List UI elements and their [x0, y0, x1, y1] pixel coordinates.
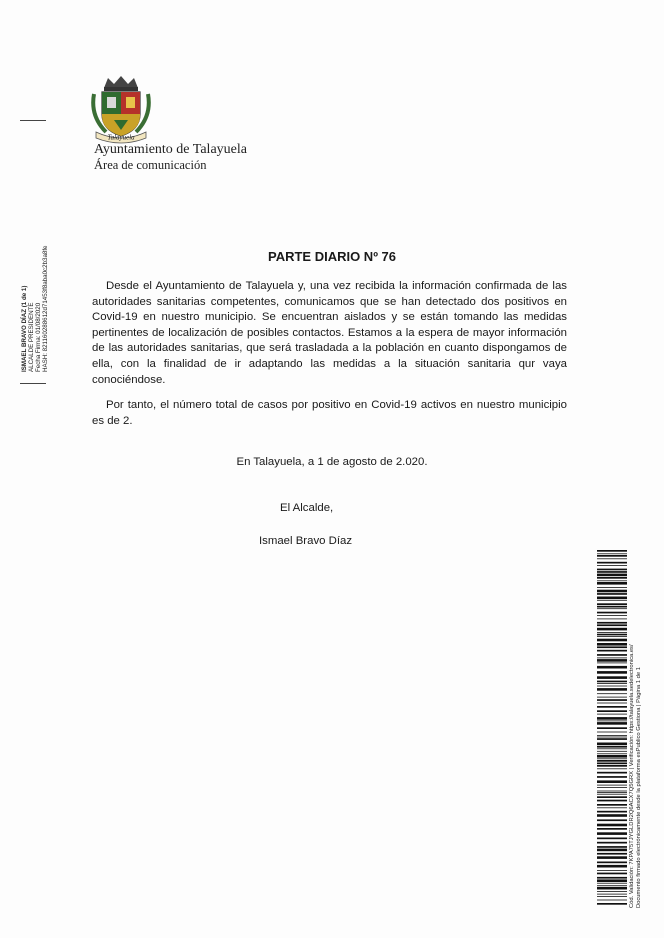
barcode-bar	[597, 597, 627, 600]
barcode-bar	[597, 676, 627, 679]
barcode-bar	[597, 748, 627, 749]
barcode-bar	[597, 883, 627, 884]
barcode-bar	[597, 768, 627, 769]
barcode-bar	[597, 710, 627, 712]
barcode-bar	[597, 807, 627, 808]
barcode-bar	[597, 553, 627, 554]
barcode-bar	[597, 703, 627, 704]
barcode-bar	[597, 634, 627, 636]
barcode-bar	[597, 580, 627, 581]
barcode-bar	[597, 780, 627, 783]
barcode-bar	[597, 856, 627, 859]
barcode-bar	[597, 714, 627, 715]
barcode-bar	[597, 735, 627, 736]
barcode-bar	[597, 574, 627, 577]
barcode-bar	[597, 612, 627, 614]
stamp-role: ALCALDE PRESIDENTE	[28, 302, 35, 372]
barcode-bar	[597, 758, 627, 759]
barcode-bar	[597, 838, 627, 840]
barcode-bar	[597, 772, 627, 774]
barcode-bar	[597, 865, 627, 868]
barcode-bar	[597, 885, 627, 886]
barcode-bar	[597, 593, 627, 595]
barcode-bar	[597, 693, 627, 694]
barcode-bar	[597, 814, 627, 817]
barcode-bar	[597, 722, 627, 725]
barcode-bar	[597, 565, 627, 566]
barcode-bar	[597, 824, 627, 827]
barcode-bar	[597, 732, 627, 733]
verification-barcode	[597, 550, 627, 906]
paragraph-1: Desde el Ayuntamiento de Talayuela y, una vez recibida la información confirmada de las autoridades sanitarias competentes, comunicamos que se han detectado dos positivos en Covid-19 en nuestro municipio. Se encuentran aislados y se están tomando las medidas pertinentes de localización de posibles contactos. Estamos a la espera de mayor información de las autoridades sanitarias, que será trasladada a la población en cuanto dispongamos de ella, con la finalidad de ir adaptando las medidas a la situación sanitaria qur vaya conociéndose.	[92, 280, 567, 386]
barcode-bar	[597, 681, 627, 683]
barcode-bar	[597, 832, 627, 835]
barcode-bar	[597, 776, 627, 778]
barcode-bar	[597, 751, 627, 752]
barcode-bar	[597, 903, 627, 905]
barcode-bar	[597, 643, 627, 646]
date-place: En Talayuela, a 1 de agosto de 2.020.	[236, 456, 428, 468]
barcode-bar	[597, 654, 627, 656]
barcode-bar	[597, 738, 627, 740]
barcode-bar	[597, 737, 627, 738]
stamp-hash: HASH: 821160288612d71453f8aba0c2b3a8fe	[42, 245, 49, 372]
barcode-bar	[597, 686, 627, 687]
barcode-bar	[597, 717, 627, 720]
barcode-bar	[597, 879, 627, 882]
barcode-bar	[597, 608, 627, 609]
barcode-bar	[597, 582, 627, 585]
barcode-bar	[597, 870, 627, 871]
barcode-bar	[597, 624, 627, 626]
barcode-bar	[597, 577, 627, 579]
barcode-bar	[597, 622, 627, 624]
barcode-bar	[597, 796, 627, 798]
stamp-signer: ISMAEL BRAVO DÍAZ (1 de 1)	[21, 285, 28, 372]
barcode-bar	[597, 606, 627, 608]
barcode-bar	[597, 846, 627, 848]
barcode-bar	[597, 550, 627, 552]
organization-header	[94, 142, 247, 173]
barcode-bar	[597, 746, 627, 748]
barcode-bar	[597, 683, 627, 684]
barcode-bar	[597, 562, 627, 564]
barcode-bar	[597, 659, 627, 662]
barcode-bar	[597, 706, 627, 708]
barcode-bar	[597, 760, 627, 762]
barcode-bar	[597, 787, 627, 788]
barcode-bar	[597, 721, 627, 722]
barcode-bar	[597, 699, 627, 701]
barcode-bar	[597, 636, 627, 637]
barcode-bar	[597, 571, 627, 573]
barcode-bar	[597, 800, 627, 802]
barcode-bar	[597, 697, 627, 698]
barcode-bar	[597, 785, 627, 786]
barcode-bar	[597, 849, 627, 852]
barcode-bar	[597, 658, 627, 659]
verification-line-1: Cód. Validación: 7KPA75TJYGLDR2Q6ACX7Q5GRX | Verificación: https://talayuela.sedelectronica.es/	[629, 644, 635, 908]
signature-name: Ismael Bravo Díaz	[259, 535, 353, 547]
barcode-bar	[597, 804, 627, 806]
barcode-bar	[597, 791, 627, 792]
barcode-bar	[597, 794, 627, 795]
barcode-bar	[597, 828, 627, 830]
barcode-bar	[597, 587, 627, 588]
barcode-bar	[597, 743, 627, 746]
barcode-bar	[597, 632, 627, 633]
barcode-bar	[597, 650, 627, 652]
barcode-bar	[597, 894, 627, 895]
barcode-bar	[597, 666, 627, 669]
barcode-bar	[597, 600, 627, 601]
barcode-bar	[597, 639, 627, 642]
barcode-bar	[597, 873, 627, 875]
org-name: Ayuntamiento de Talayuela	[94, 142, 247, 157]
stamp-date: Fecha Firma: 01/08/2020	[35, 302, 42, 372]
barcode-bar	[597, 555, 627, 557]
barcode-bar	[597, 671, 627, 674]
barcode-bar	[597, 755, 627, 758]
barcode-bar	[597, 896, 627, 897]
barcode-bar	[597, 842, 627, 844]
verification-line-2: Documento firmado electrónicamente desde la plataforma esPublico Gestiona | Página 1 de 1	[636, 667, 642, 908]
barcode-bar	[597, 765, 627, 767]
barcode-bar	[597, 615, 627, 616]
document-title: PARTE DIARIO Nº 76	[267, 249, 397, 264]
verification-text	[629, 558, 653, 908]
barcode-bar	[597, 603, 627, 605]
barcode-bar	[597, 590, 627, 593]
barcode-bar	[597, 646, 627, 648]
barcode-bar	[597, 688, 627, 691]
barcode-bar	[597, 792, 627, 793]
barcode-bar	[597, 558, 627, 559]
barcode-bar	[597, 862, 627, 864]
barcode-bar	[597, 569, 627, 571]
signature-role: El Alcalde,	[280, 502, 334, 514]
barcode-bar	[597, 853, 627, 855]
barcode-bar	[597, 900, 627, 901]
barcode-bar	[597, 727, 627, 729]
logo-motto: Talayuela	[107, 133, 135, 142]
barcode-bar	[597, 877, 627, 879]
barcode-bar	[597, 753, 627, 754]
org-department: Área de comunicación	[94, 158, 207, 172]
barcode-bar	[597, 663, 627, 664]
paragraph-2: Por tanto, el número total de casos por positivo en Covid-19 activos en nuestro municipio es de 2.	[92, 399, 567, 427]
barcode-bar	[597, 891, 627, 892]
barcode-bar	[597, 763, 627, 765]
barcode-bar	[597, 887, 627, 890]
barcode-bar	[597, 619, 627, 620]
barcode-bar	[597, 819, 627, 821]
coat-of-arms-logo	[88, 74, 154, 146]
barcode-bar	[597, 811, 627, 813]
barcode-bar	[597, 628, 627, 631]
